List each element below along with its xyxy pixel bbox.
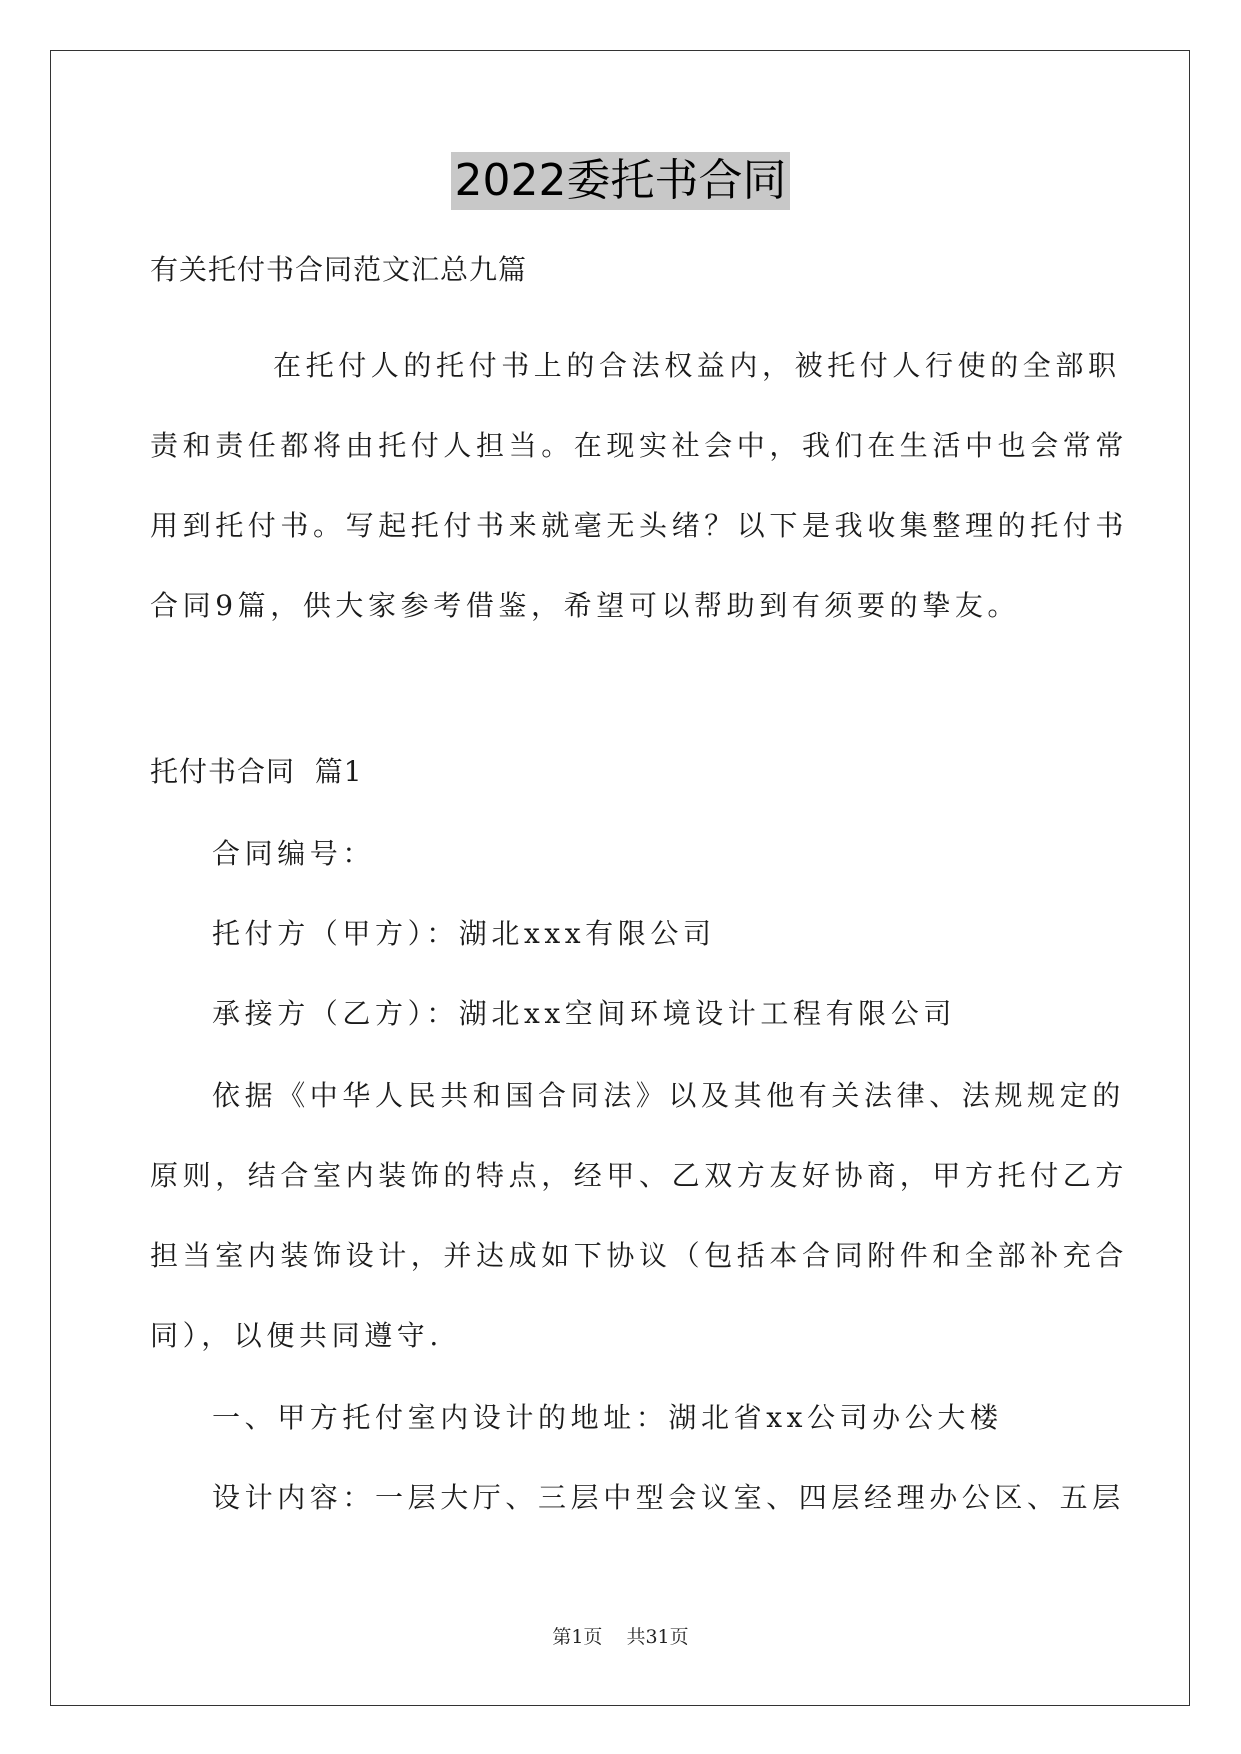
party-b-line: 承接方（乙方）：湖北xx空间环境设计工程有限公司 [212,997,956,1030]
party-a-line: 托付方（甲方）：湖北xxx有限公司 [212,917,716,950]
page-number: 第1页 [552,1626,603,1648]
intro-line: 合同9篇，供大家参考借鉴，希望可以帮助到有须要的挚友。 [150,589,1021,622]
section-heading: 托付书合同 篇1 [150,755,363,788]
intro-line: 用到托付书。写起托付书来就毫无头绪？以下是我收集整理的托付书 [150,509,1129,542]
contract-paragraph-line: 依据《中华人民共和国合同法》以及其他有关法律、法规规定的 [212,1079,1125,1112]
page-footer [0,1624,1241,1650]
page-border [50,50,1190,1706]
document-subtitle: 有关托付书合同范文汇总九篇 [150,253,528,286]
title-container [0,152,1241,210]
design-content-line: 设计内容：一层大厅、三层中型会议室、四层经理办公区、五层 [212,1481,1125,1514]
intro-line: 责和责任都将由托付人担当。在现实社会中，我们在生活中也会常常 [150,429,1129,462]
intro-line: 在托付人的托付书上的合法权益内，被托付人行使的全部职 [273,349,1121,382]
clause-one-line: 一、甲方托付室内设计的地址：湖北省xx公司办公大楼 [212,1401,1003,1434]
contract-paragraph-line: 担当室内装饰设计，并达成如下协议（包括本合同附件和全部补充合 [150,1239,1129,1272]
contract-number-line: 合同编号： [212,837,376,870]
contract-paragraph-line: 原则，结合室内装饰的特点，经甲、乙双方友好协商，甲方托付乙方 [150,1159,1129,1192]
contract-paragraph-line: 同），以便共同遵守. [150,1319,443,1352]
document-title: 2022委托书合同 [451,152,791,210]
page-total: 共31页 [626,1626,689,1648]
